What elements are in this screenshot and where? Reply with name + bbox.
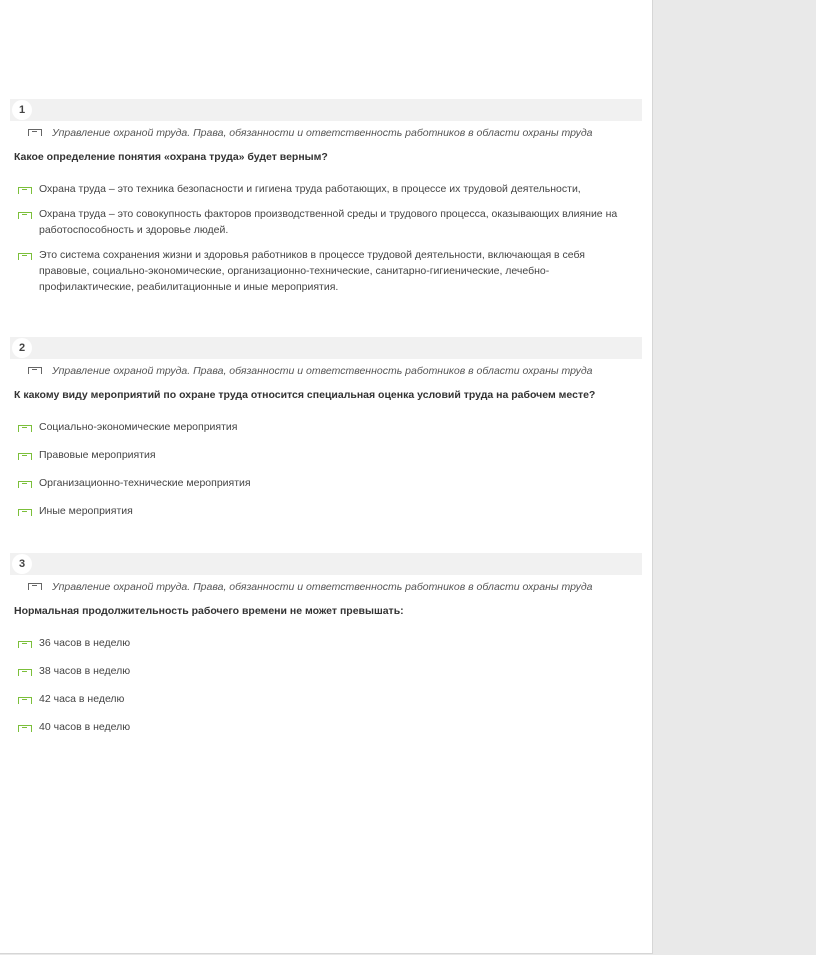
checkbox-icon[interactable]	[18, 253, 32, 260]
answer-option[interactable]	[18, 691, 638, 707]
answer-list	[18, 181, 638, 295]
question-text: Какое определение понятия «охрана труда» будет верным?	[14, 151, 328, 163]
answer-text: 38 часов в неделю	[39, 665, 131, 677]
answer-text: Иные мероприятия	[39, 505, 133, 517]
answer-text: Организационно-технические мероприятия	[39, 477, 251, 489]
topic-text: Управление охраной труда. Права, обязанности и ответственность работников в области охраны труда	[52, 581, 593, 593]
answer-text: 36 часов в неделю	[39, 637, 131, 649]
topic-text: Управление охраной труда. Права, обязанности и ответственность работников в области охраны труда	[52, 365, 593, 377]
question-topic	[28, 365, 593, 377]
answer-text: Охрана труда – это техника безопасности и гигиена труда работающих, в процессе их трудовой деятельности,	[39, 183, 581, 195]
question-header-bar	[10, 337, 642, 359]
question-topic	[28, 581, 593, 593]
checkbox-icon	[28, 129, 42, 136]
answer-option[interactable]	[18, 447, 638, 463]
question-number: 2	[12, 338, 32, 358]
checkbox-icon[interactable]	[18, 212, 32, 219]
answer-option[interactable]	[18, 635, 638, 651]
checkbox-icon[interactable]	[18, 669, 32, 676]
question-text: Нормальная продолжительность рабочего времени не может превышать:	[14, 605, 404, 617]
answer-option[interactable]	[18, 663, 638, 679]
checkbox-icon	[28, 367, 42, 374]
checkbox-icon	[28, 583, 42, 590]
answer-option[interactable]	[18, 181, 638, 197]
question-header-bar	[10, 553, 642, 575]
question-text: К какому виду мероприятий по охране труда относится специальная оценка условий труда на рабочем месте?	[14, 389, 596, 401]
answer-text: Социально-экономические мероприятия	[39, 421, 238, 433]
checkbox-icon[interactable]	[18, 509, 32, 516]
answer-text: Это система сохранения жизни и здоровья работников в процессе трудовой деятельности, включающая в себя правовые, социально-экономические, организационно-технические, санитарно-гигиенические, лечебно-профилактические, реабилитационные и иные мероприятия.	[39, 249, 585, 293]
answer-option[interactable]	[18, 503, 638, 519]
question-topic	[28, 127, 593, 139]
checkbox-icon[interactable]	[18, 641, 32, 648]
checkbox-icon[interactable]	[18, 453, 32, 460]
checkbox-icon[interactable]	[18, 481, 32, 488]
checkbox-icon[interactable]	[18, 425, 32, 432]
answer-option[interactable]	[18, 206, 638, 238]
answer-option[interactable]	[18, 719, 638, 735]
checkbox-icon[interactable]	[18, 697, 32, 704]
topic-text: Управление охраной труда. Права, обязанности и ответственность работников в области охраны труда	[52, 127, 593, 139]
checkbox-icon[interactable]	[18, 187, 32, 194]
question-number: 1	[12, 100, 32, 120]
question-number: 3	[12, 554, 32, 574]
answer-text: 42 часа в неделю	[39, 693, 125, 705]
answer-text: Правовые мероприятия	[39, 449, 156, 461]
answer-option[interactable]	[18, 475, 638, 491]
answer-option[interactable]	[18, 247, 638, 295]
answer-text: 40 часов в неделю	[39, 721, 131, 733]
answer-list	[18, 419, 638, 519]
answer-option[interactable]	[18, 419, 638, 435]
question-header-bar	[10, 99, 642, 121]
answer-text: Охрана труда – это совокупность факторов производственной среды и трудового процесса, оказывающих влияние на работоспособность и здоровье людей.	[39, 208, 618, 236]
checkbox-icon[interactable]	[18, 725, 32, 732]
answer-list	[18, 635, 638, 735]
